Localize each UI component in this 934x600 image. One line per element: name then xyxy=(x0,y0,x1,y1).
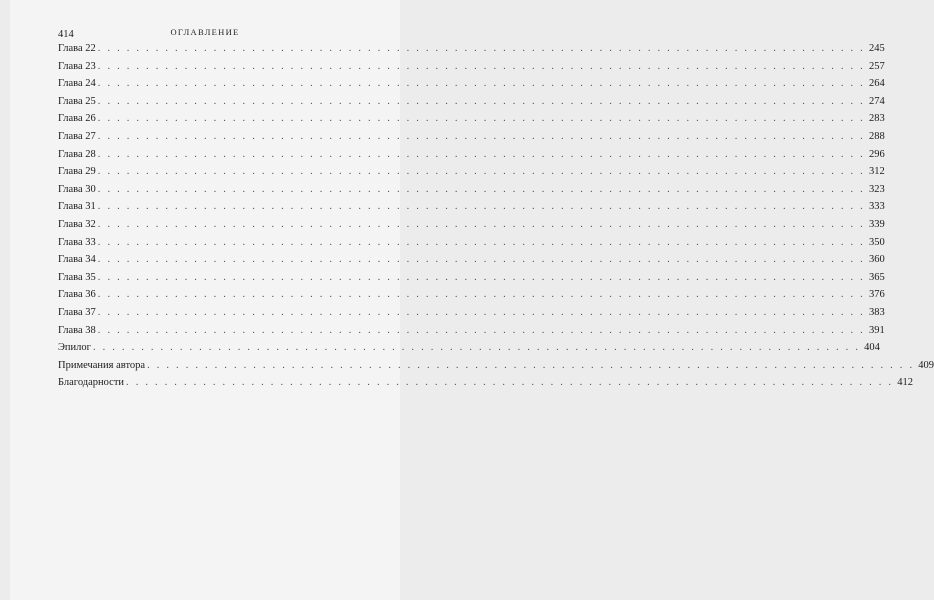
toc-entry-title: Глава 31 xyxy=(58,201,96,213)
toc-entry-title: Глава 32 xyxy=(58,218,96,230)
dot-leader: . . . . . . . . . . . . . . . . . . . . . . . . . . . . . . . . . . . . . . . . . . . . . . . . . . . . . . . . . . . . . . . . . . . . . . . . . . . . . . . . xyxy=(97,324,865,336)
toc-entry-page: 360 xyxy=(868,254,885,266)
dot-leader: . . . . . . . . . . . . . . . . . . . . . . . . . . . . . . . . . . . . . . . . . . . . . . . . . . . . . . . . . . . . . . . . . . . . . . . . . . . . . . . . xyxy=(97,254,865,266)
toc-entry xyxy=(58,163,885,181)
dot-leader: . . . . . . . . . . . . . . . . . . . . . . . . . . . . . . . . . . . . . . . . . . . . . . . . . . . . . . . . . . . . . . . . . . . . . . . . . . . . . . . . xyxy=(97,236,865,248)
toc-entry-page: 391 xyxy=(868,324,885,336)
toc-entry-title: Глава 38 xyxy=(58,324,96,336)
dot-leader: . . . . . . . . . . . . . . . . . . . . . . . . . . . . . . . . . . . . . . . . . . . . . . . . . . . . . . . . . . . . . . . . . . . . . . . . . . . . . . . . xyxy=(97,166,865,178)
dot-leader: . . . . . . . . . . . . . . . . . . . . . . . . . . . . . . . . . . . . . . . . . . . . . . . . . . . . . . . . . . . . . . . . . . . . . . . . . . . . . . . . xyxy=(97,201,865,213)
dot-leader: . . . . . . . . . . . . . . . . . . . . . . . . . . . . . . . . . . . . . . . . . . . . . . . . . . . . . . . . . . . . . . . . . . . . . . . . . . . . . . . . xyxy=(92,342,861,354)
book-page xyxy=(10,0,934,600)
toc-entry-page: 409 xyxy=(918,359,934,371)
toc-entry-page: 257 xyxy=(868,60,885,72)
toc-entry xyxy=(58,357,934,375)
toc-entry-title: Глава 23 xyxy=(58,60,96,72)
toc-entry xyxy=(58,234,885,252)
toc-entry xyxy=(58,93,885,111)
toc-entry-page: 404 xyxy=(864,342,880,354)
toc-entry-page: 296 xyxy=(868,148,885,160)
toc-entry-page: 412 xyxy=(897,377,913,389)
dot-leader: . . . . . . . . . . . . . . . . . . . . . . . . . . . . . . . . . . . . . . . . . . . . . . . . . . . . . . . . . . . . . . . . . . . . . . . . . . . . . . . . xyxy=(147,359,915,371)
toc-entry-title: Глава 24 xyxy=(58,78,96,90)
toc-entry-page: 339 xyxy=(868,218,885,230)
toc-entry-title: Глава 27 xyxy=(58,130,96,142)
toc-entry-page: 283 xyxy=(868,113,885,125)
dot-leader: . . . . . . . . . . . . . . . . . . . . . . . . . . . . . . . . . . . . . . . . . . . . . . . . . . . . . . . . . . . . . . . . . . . . . . . . . . . . . . . . xyxy=(97,183,865,195)
toc-entry xyxy=(58,146,885,164)
table-of-contents xyxy=(58,40,934,392)
toc-entry-title: Глава 22 xyxy=(58,43,96,54)
toc-entry xyxy=(58,251,885,269)
toc-entry-page: 274 xyxy=(868,95,885,107)
toc-entry xyxy=(58,128,885,146)
toc-entry-page: 350 xyxy=(868,236,885,248)
toc-entry-page: 245 xyxy=(868,43,885,54)
toc-entry-page: 333 xyxy=(868,201,885,213)
dot-leader: . . . . . . . . . . . . . . . . . . . . . . . . . . . . . . . . . . . . . . . . . . . . . . . . . . . . . . . . . . . . . . . . . . . . . . . . . . . . . . . . xyxy=(97,43,865,54)
dot-leader: . . . . . . . . . . . . . . . . . . . . . . . . . . . . . . . . . . . . . . . . . . . . . . . . . . . . . . . . . . . . . . . . . . . . . . . . . . . . . . . . xyxy=(97,289,865,301)
toc-entry xyxy=(58,269,885,287)
toc-entry xyxy=(58,216,885,234)
toc-entry-page: 365 xyxy=(868,271,885,283)
toc-entry-title: Глава 25 xyxy=(58,95,96,107)
toc-entry-title: Глава 36 xyxy=(58,289,96,301)
toc-entry-title: Эпилог xyxy=(58,342,91,354)
dot-leader: . . . . . . . . . . . . . . . . . . . . . . . . . . . . . . . . . . . . . . . . . . . . . . . . . . . . . . . . . . . . . . . . . . . . . . . . . . . . . . . . xyxy=(97,148,865,160)
toc-entry xyxy=(58,374,913,392)
toc-entry-page: 264 xyxy=(868,78,885,90)
toc-entry-title: Глава 29 xyxy=(58,166,96,178)
dot-leader: . . . . . . . . . . . . . . . . . . . . . . . . . . . . . . . . . . . . . . . . . . . . . . . . . . . . . . . . . . . . . . . . . . . . . . . . . . . . . . . . xyxy=(97,113,865,125)
toc-entry xyxy=(58,304,885,322)
dot-leader: . . . . . . . . . . . . . . . . . . . . . . . . . . . . . . . . . . . . . . . . . . . . . . . . . . . . . . . . . . . . . . . . . . . . . . . . . . . . . . . . xyxy=(97,95,865,107)
toc-entry xyxy=(58,75,885,93)
toc-entry-title: Глава 30 xyxy=(58,183,96,195)
toc-entry xyxy=(58,339,880,357)
toc-entry-page: 376 xyxy=(868,289,885,301)
dot-leader: . . . . . . . . . . . . . . . . . . . . . . . . . . . . . . . . . . . . . . . . . . . . . . . . . . . . . . . . . . . . . . . . . . . . . . . . . . . . . . . . xyxy=(97,306,865,318)
toc-entry xyxy=(58,110,885,128)
toc-entry-page: 312 xyxy=(868,166,885,178)
toc-entry-title: Глава 33 xyxy=(58,236,96,248)
toc-entry-title: Глава 34 xyxy=(58,254,96,266)
toc-entry-title: Глава 37 xyxy=(58,306,96,318)
toc-entry-page: 323 xyxy=(868,183,885,195)
toc-entry xyxy=(58,286,885,304)
dot-leader: . . . . . . . . . . . . . . . . . . . . . . . . . . . . . . . . . . . . . . . . . . . . . . . . . . . . . . . . . . . . . . . . . . . . . . . . . . . . . . . . xyxy=(97,218,865,230)
toc-entry xyxy=(58,322,885,340)
toc-entry-page: 288 xyxy=(868,130,885,142)
dot-leader: . . . . . . . . . . . . . . . . . . . . . . . . . . . . . . . . . . . . . . . . . . . . . . . . . . . . . . . . . . . . . . . . . . . . . . . . . . . . . . . . xyxy=(97,78,865,90)
dot-leader: . . . . . . . . . . . . . . . . . . . . . . . . . . . . . . . . . . . . . . . . . . . . . . . . . . . . . . . . . . . . . . . . . . . . . . . . . . . . . . . . xyxy=(126,377,894,389)
toc-entry xyxy=(58,198,885,216)
toc-entry-title: Глава 35 xyxy=(58,271,96,283)
toc-entry-title: Благодарности xyxy=(58,377,125,389)
toc-entry-title: Глава 26 xyxy=(58,113,96,125)
running-title: ОГЛАВЛЕНИЕ xyxy=(170,27,240,37)
toc-entry xyxy=(58,40,885,58)
dot-leader: . . . . . . . . . . . . . . . . . . . . . . . . . . . . . . . . . . . . . . . . . . . . . . . . . . . . . . . . . . . . . . . . . . . . . . . . . . . . . . . . xyxy=(97,60,865,72)
dot-leader: . . . . . . . . . . . . . . . . . . . . . . . . . . . . . . . . . . . . . . . . . . . . . . . . . . . . . . . . . . . . . . . . . . . . . . . . . . . . . . . . xyxy=(97,271,865,283)
dot-leader: . . . . . . . . . . . . . . . . . . . . . . . . . . . . . . . . . . . . . . . . . . . . . . . . . . . . . . . . . . . . . . . . . . . . . . . . . . . . . . . . xyxy=(97,130,865,142)
toc-entry-title: Глава 28 xyxy=(58,148,96,160)
toc-entry-title: Примечания автора xyxy=(58,359,146,371)
toc-entry xyxy=(58,58,885,76)
toc-entry xyxy=(58,181,885,199)
page-number: 414 xyxy=(58,29,74,40)
toc-entry-page: 383 xyxy=(868,306,885,318)
